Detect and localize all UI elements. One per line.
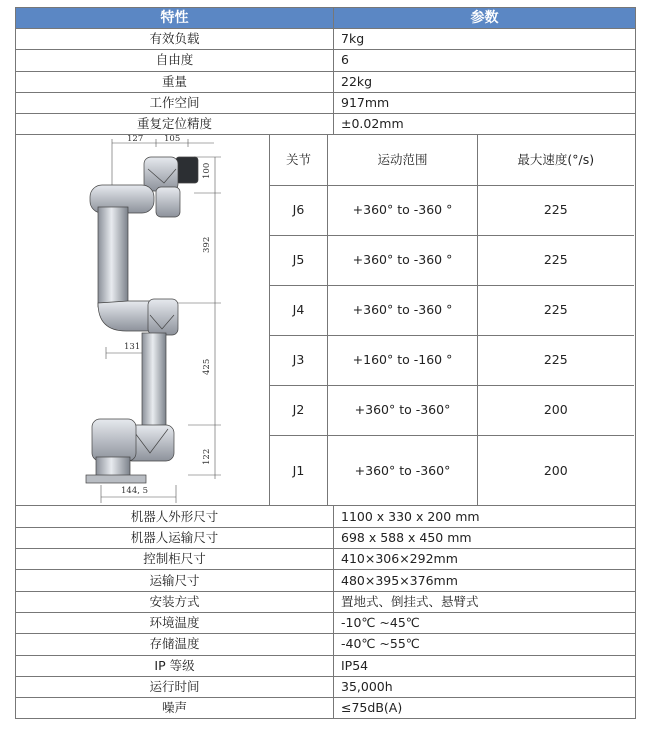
table-row — [16, 612, 636, 633]
joint-name: J1 — [270, 435, 328, 505]
table-row — [16, 591, 636, 612]
dim-100: 100 — [202, 163, 212, 180]
joint-row — [270, 235, 634, 285]
joint-speed: 200 — [478, 435, 634, 505]
row-value: 698 x 588 x 450 mm — [334, 527, 636, 548]
joint-range: +360° to -360 ° — [328, 285, 478, 335]
row-value: 6 — [334, 50, 636, 71]
row-value: 410×306×292mm — [334, 549, 636, 570]
joint-col-header: 关节 — [270, 135, 328, 185]
joint-name: J5 — [270, 235, 328, 285]
dim-122: 122 — [202, 449, 212, 466]
row-value: -40℃ ~55℃ — [334, 634, 636, 655]
row-key: 自由度 — [16, 50, 334, 71]
dim-105: 105 — [164, 135, 181, 145]
joint-range: +160° to -160 ° — [328, 335, 478, 385]
joint-row — [270, 185, 634, 235]
table-row — [16, 114, 636, 135]
table-row — [16, 506, 636, 527]
row-key: 工作空间 — [16, 92, 334, 113]
table-row — [16, 698, 636, 719]
joint-row — [270, 285, 634, 335]
dim-392: 392 — [202, 237, 212, 254]
table-row — [16, 50, 636, 71]
table-row — [16, 676, 636, 697]
row-value: -10℃ ~45℃ — [334, 612, 636, 633]
joint-row — [270, 385, 634, 435]
table-row — [16, 549, 636, 570]
joint-range: +360° to -360° — [328, 385, 478, 435]
header-feature: 特性 — [16, 8, 334, 29]
joint-name: J2 — [270, 385, 328, 435]
row-value: 7kg — [334, 29, 636, 50]
joint-range: +360° to -360° — [328, 435, 478, 505]
row-key: 重量 — [16, 71, 334, 92]
row-key: 运输尺寸 — [16, 570, 334, 591]
joint-name: J6 — [270, 185, 328, 235]
row-key: 运行时间 — [16, 676, 334, 697]
row-value: ≤75dB(A) — [334, 698, 636, 719]
row-value: 22kg — [334, 71, 636, 92]
dim-425: 425 — [202, 359, 212, 376]
joints-table — [269, 135, 634, 505]
row-key: 存储温度 — [16, 634, 334, 655]
joint-range: +360° to -360 ° — [328, 235, 478, 285]
robot-arm-drawing — [16, 135, 269, 505]
joint-row — [270, 335, 634, 385]
row-key: 环境温度 — [16, 612, 334, 633]
table-row — [16, 71, 636, 92]
row-value: ±0.02mm — [334, 114, 636, 135]
row-key: 机器人运输尺寸 — [16, 527, 334, 548]
spec-table — [15, 7, 636, 719]
row-value: 917mm — [334, 92, 636, 113]
table-row — [16, 29, 636, 50]
speed-col-header: 最大速度(°/s) — [478, 135, 634, 185]
joint-range: +360° to -360 ° — [328, 185, 478, 235]
table-row — [16, 570, 636, 591]
table-row — [16, 92, 636, 113]
dim-131: 131 — [124, 342, 141, 353]
joint-name: J3 — [270, 335, 328, 385]
joint-speed: 225 — [478, 185, 634, 235]
row-key: 机器人外形尺寸 — [16, 506, 334, 527]
figure-cell — [16, 135, 636, 506]
row-key: 有效负载 — [16, 29, 334, 50]
table-row — [16, 655, 636, 676]
row-value: 1100 x 330 x 200 mm — [334, 506, 636, 527]
dim-127: 127 — [127, 135, 144, 145]
row-value: 480×395×376mm — [334, 570, 636, 591]
joint-speed: 200 — [478, 385, 634, 435]
joint-row — [270, 435, 634, 505]
row-value: IP54 — [334, 655, 636, 676]
joint-name: J4 — [270, 285, 328, 335]
dim-144-5: 144, 5 — [121, 486, 149, 497]
joint-speed: 225 — [478, 335, 634, 385]
row-key: 重复定位精度 — [16, 114, 334, 135]
range-col-header: 运动范围 — [328, 135, 478, 185]
header-param: 参数 — [334, 8, 636, 29]
joint-speed: 225 — [478, 285, 634, 335]
row-key: 噪声 — [16, 698, 334, 719]
joints-header-row — [270, 135, 634, 185]
joint-speed: 225 — [478, 235, 634, 285]
row-key: 安装方式 — [16, 591, 334, 612]
row-value: 35,000h — [334, 676, 636, 697]
header-row — [16, 8, 636, 29]
figure-row — [16, 135, 636, 506]
table-row — [16, 527, 636, 548]
table-row — [16, 634, 636, 655]
row-key: IP 等级 — [16, 655, 334, 676]
row-value: 置地式、倒挂式、悬臂式 — [334, 591, 636, 612]
row-key: 控制柜尺寸 — [16, 549, 334, 570]
